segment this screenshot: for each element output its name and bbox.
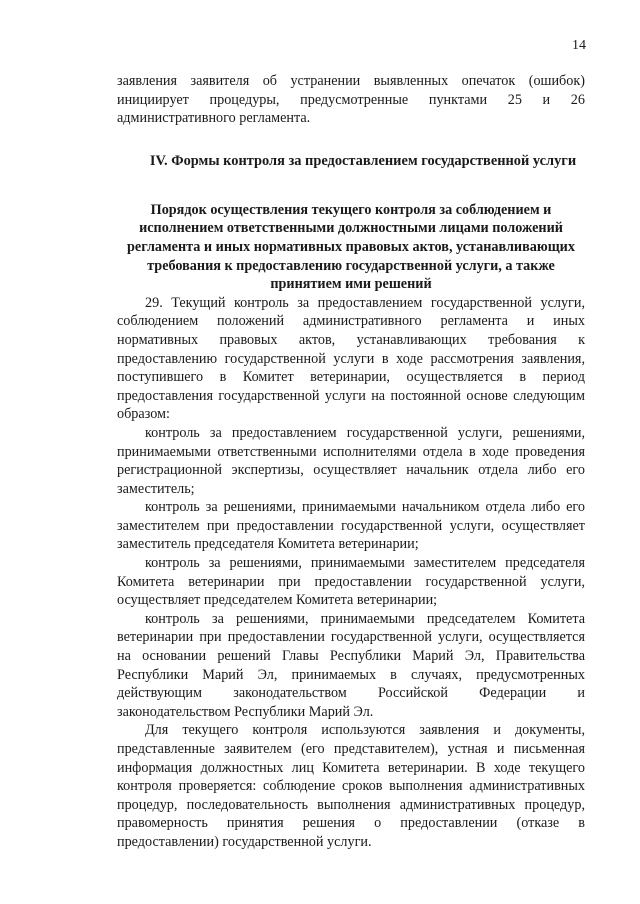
- section-heading: IV. Формы контроля за предоставлением государственной услуги: [149, 152, 577, 169]
- page-number: 14: [572, 38, 586, 53]
- intro-paragraph: заявления заявителя об устранении выявленных опечаток (ошибок) инициирует процедуры, предусмотренные пунктами 25 и 26 административного регламента.: [117, 73, 585, 127]
- document-body: [117, 72, 585, 852]
- control-item-3: контроль за решениями, принимаемыми заместителем председателя Комитета ветеринарии при предоставлении государственной услуги, осуществляет председателем Комитета ветеринарии;: [117, 555, 585, 609]
- current-control-paragraph: Для текущего контроля используются заявления и документы, представленные заявителем (его представителем), устная и письменная информация должностных лиц Комитета ветеринарии. В ходе текущего контроля проверяется: соблюдение сроков выполнения административных процедур, последовательность выполнения административных процедур, правомерность принятия решения о предоставлении (отказе в предоставлении) государственной услуги.: [117, 722, 585, 850]
- control-item-1: контроль за предоставлением государственной услуги, решениями, принимаемыми ответственными исполнителями отдела в ходе проведения регистрационной экспертизы, осуществляет начальник отдела либо его заместитель;: [117, 424, 585, 497]
- control-item-4: контроль за решениями, принимаемыми председателем Комитета ветеринарии при предоставлении государственной услуги, осуществляется на основании решений Главы Республики Марий Эл, Правительства Республики Марий Эл, принимаемых в случаях, предусмотренных действующим законодательством Российской Федерации и законодательством Республики Марий Эл.: [117, 610, 585, 720]
- paragraph-29: 29. Текущий контроль за предоставлением государственной услуги, соблюдением положений административного регламента и иных нормативных правовых актов, устанавливающих требования к предоставлению государственной услуги в ходе рассмотрения заявления, поступившего в Комитет ветеринарии, осуществляется в период предоставления государственной услуги на постоянной основе следующим образом:: [117, 294, 585, 423]
- subsection-heading: Порядок осуществления текущего контроля за соблюдением и исполнением ответственными должностными лицами положений регламента и иных нормативных правовых актов, устанавливающих требования к предоставлению государственной услуги, а также принятием ими решений: [127, 201, 575, 293]
- control-item-2: контроль за решениями, принимаемыми начальником отдела либо его заместителем при предоставлении государственной услуги, осуществляет заместитель председателя Комитета ветеринарии;: [117, 499, 585, 553]
